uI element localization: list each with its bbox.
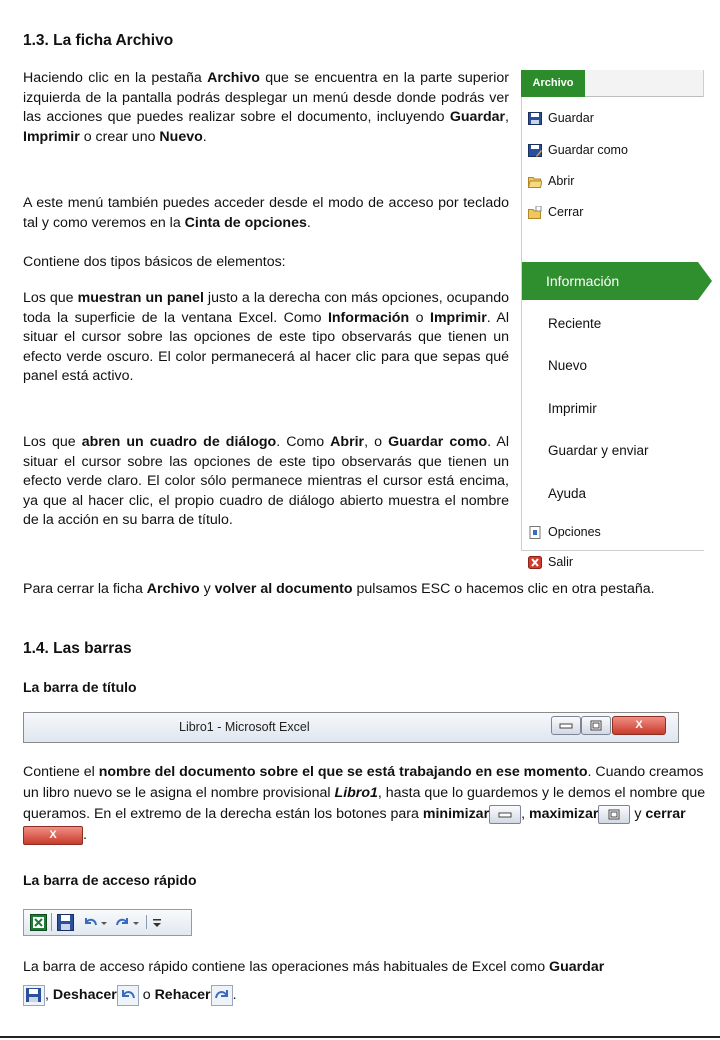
- paragraph-quick-access: [23, 953, 623, 1009]
- window-title: Libro1 - Microsoft Excel: [179, 720, 310, 734]
- text: .: [83, 827, 87, 843]
- paragraph-dialog-options: [23, 433, 509, 531]
- text: y: [199, 581, 215, 597]
- menu-item-label: Opciones: [548, 525, 601, 539]
- menu-item-label: Guardar como: [548, 143, 628, 157]
- options-icon: [528, 526, 542, 539]
- text: Haciendo clic en la pestaña: [23, 70, 208, 86]
- text: La barra de acceso rápido contiene las operaciones más habituales de Excel como: [23, 959, 550, 975]
- section-heading-14: 1.4. Las barras: [23, 640, 132, 657]
- text-bold: volver al documento: [214, 581, 353, 597]
- paragraph-keyboard-access: [23, 194, 509, 233]
- text: o: [138, 987, 155, 1003]
- text: .: [232, 987, 237, 1003]
- chevron-down-icon[interactable]: [100, 914, 108, 931]
- text-bold: Guardar: [549, 959, 605, 975]
- minimize-icon: [490, 806, 520, 823]
- text-bold: Abrir: [330, 434, 365, 450]
- section-heading-13: 1.3. La ficha Archivo: [23, 32, 174, 49]
- subheading-title-bar: La barra de título: [23, 679, 137, 695]
- inline-maximize-button: [598, 805, 630, 824]
- text: . Al situar el cursor sobre las opciones de este tipo observarás que tienen un efecto verde claro. El color sólo permanece mientras el cursor está encima, ya que al hacer clic, el propio cuadro de diálogo abierto muestra el nombre de la acción en su barra de título.: [23, 434, 510, 528]
- text: Los que: [23, 434, 82, 450]
- menu-item-ayuda[interactable]: Ayuda: [548, 486, 587, 501]
- menu-item-salir[interactable]: [548, 555, 573, 569]
- excel-icon[interactable]: [30, 914, 47, 931]
- page-bottom-rule: [0, 1036, 720, 1038]
- chevron-down-icon[interactable]: [132, 914, 140, 931]
- text-bold: Guardar como: [388, 434, 488, 450]
- text: y: [630, 806, 646, 822]
- maximize-icon: [582, 717, 610, 734]
- text: justo a la derecha con más opciones, ocupando toda la superficie de la ventana Excel. Como: [23, 290, 509, 326]
- menu-item-guardar-y-enviar[interactable]: Guardar y enviar: [548, 443, 649, 458]
- text-bold: muestran un panel: [77, 290, 204, 306]
- text-bold: Nuevo: [159, 128, 203, 145]
- text: , hasta que lo guardemos y le demos el nombre que queramos. En el extremo de la derecha están los botones para: [23, 785, 706, 822]
- text-bold: nombre del documento sobre el que se está trabajando en ese momento: [98, 764, 588, 780]
- text: o: [409, 309, 430, 326]
- separator: [146, 915, 147, 929]
- inline-close-button: X: [23, 826, 83, 845]
- file-menu-panel: [521, 97, 704, 569]
- menu-item-abrir[interactable]: [548, 174, 574, 188]
- text-bold: Información: [327, 309, 410, 326]
- text: Para cerrar la ficha: [23, 581, 147, 597]
- menu-item-nuevo[interactable]: Nuevo: [548, 358, 588, 373]
- text: Contiene el: [23, 764, 99, 780]
- paragraph-archivo-intro: [23, 69, 509, 147]
- inline-redo-icon: [211, 985, 233, 1006]
- text: .: [306, 214, 311, 231]
- text: o crear uno: [79, 128, 160, 145]
- paragraph-title-bar: [23, 762, 713, 846]
- text: A este menú también puedes acceder desde el modo de acceso por teclado tal y como veremos en la: [23, 195, 509, 231]
- menu-item-opciones[interactable]: [548, 525, 601, 539]
- close-button[interactable]: X: [612, 716, 666, 735]
- tab-archivo[interactable]: Archivo: [521, 70, 585, 97]
- text-bold: Imprimir: [23, 128, 80, 145]
- menu-item-informacion-active[interactable]: Información: [522, 262, 698, 300]
- separator: [51, 913, 52, 931]
- text-bold: Cinta de opciones: [184, 214, 307, 231]
- minimize-icon: [552, 717, 580, 734]
- file-menu-screenshot: [521, 70, 704, 569]
- quick-access-toolbar-image: [23, 909, 192, 936]
- menu-item-label: Guardar: [548, 111, 594, 125]
- save-icon: [528, 112, 542, 125]
- undo-icon: [118, 986, 138, 1005]
- text: pulsamos ESC o hacemos clic en otra pestaña.: [352, 581, 655, 597]
- save-icon: [24, 986, 44, 1005]
- text-bold: Rehacer: [154, 987, 211, 1003]
- paragraph-panel-options: [23, 289, 509, 387]
- text-bold: Archivo: [207, 70, 260, 86]
- text-bold: Archivo: [146, 581, 200, 597]
- customize-icon[interactable]: [151, 914, 163, 931]
- text: .: [202, 128, 207, 145]
- menu-item-reciente[interactable]: Reciente: [548, 316, 602, 331]
- text-bold-italic: Libro1: [334, 785, 378, 801]
- menu-item-cerrar[interactable]: [548, 205, 583, 219]
- redo-icon: [212, 986, 232, 1005]
- text: . Como: [276, 434, 331, 450]
- text: ,: [505, 109, 509, 125]
- text-bold: minimizar: [422, 806, 490, 822]
- minimize-button[interactable]: [551, 716, 581, 735]
- subheading-quick-access: La barra de acceso rápido: [23, 872, 197, 888]
- exit-icon: [528, 556, 542, 569]
- menu-item-label: Salir: [548, 555, 574, 569]
- menu-item-label: Cerrar: [548, 205, 584, 219]
- menu-item-label: Abrir: [548, 174, 575, 188]
- save-as-icon: [528, 144, 542, 157]
- text-bold: cerrar: [645, 806, 686, 822]
- maximize-icon: [599, 806, 629, 823]
- text: , o: [364, 434, 389, 450]
- paragraph-close-archivo: [23, 580, 703, 600]
- text: Los que: [23, 290, 78, 306]
- text-bold: Deshacer: [52, 987, 117, 1003]
- text-bold: maximizar: [528, 806, 599, 822]
- menu-item-guardar[interactable]: [548, 111, 594, 125]
- excel-title-bar-image: [23, 712, 679, 743]
- text: . Cuando creamos un libro nuevo se le asigna el nombre provisional: [23, 764, 704, 801]
- close-folder-icon: [528, 206, 542, 219]
- maximize-button[interactable]: [581, 716, 611, 735]
- text: que se encuentra en la parte superior izquierda de la pantalla podrás desplegar un menú desde donde podrás ver las acciones que puedes realizar sobre el documento, incluyendo: [23, 70, 509, 125]
- text: ,: [45, 987, 53, 1003]
- text: . Al situar el cursor sobre las opciones de este tipo observarás que tienen un efecto verde oscuro. El color permanecerá al hacer clic para que sepas qué panel está activo.: [23, 309, 510, 384]
- inline-undo-icon: [117, 985, 139, 1006]
- save-icon[interactable]: [57, 914, 74, 931]
- text-bold: abren un cuadro de diálogo: [81, 434, 277, 450]
- undo-icon[interactable]: [82, 914, 99, 931]
- inline-save-icon: [23, 985, 45, 1006]
- inline-minimize-button: [489, 805, 521, 824]
- redo-icon[interactable]: [114, 914, 131, 931]
- menu-item-imprimir[interactable]: Imprimir: [548, 401, 597, 416]
- menu-item-guardar-como[interactable]: [548, 143, 628, 157]
- text-bold: Imprimir: [430, 309, 487, 326]
- paragraph-element-types: Contiene dos tipos básicos de elementos:: [23, 254, 286, 270]
- text-bold: Guardar: [449, 109, 506, 125]
- open-folder-icon: [528, 175, 542, 188]
- text: ,: [521, 806, 529, 822]
